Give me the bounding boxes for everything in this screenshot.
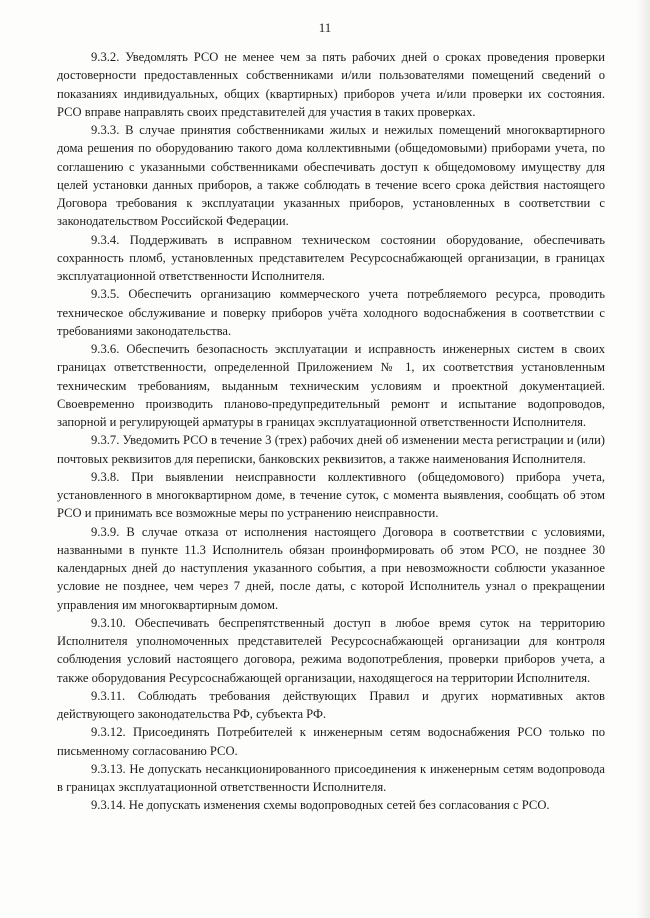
page-number: 11: [318, 20, 332, 35]
clause-9-3-7: 9.3.7. Уведомить РСО в течение 3 (трех) рабочих дней об изменении места регистрации и (или) почтовых реквизитов для переписки, банковских реквизитов, а также наименования Исполнителя.: [57, 433, 605, 466]
clause-9-3-10: 9.3.10. Обеспечивать беспрепятственный доступ в любое время суток на территорию Исполнителя уполномоченных представителей Ресурсоснабжающей организации для контроля соблюдения условий настоящего договора, режима водопотребления, проверки приборов учета, а также оборудования Ресурсоснабжающей организации, находящегося на территории Исполнителя.: [57, 615, 605, 685]
clause-9-3-9: 9.3.9. В случае отказа от исполнения настоящего Договора в соответствии с условиями, названными в пункте 11.3 Исполнитель обязан проинформировать об этом РСО, не позднее 30 календарных дней до наступления указанного события, а при невозможности соблюсти указанное условие не позднее, чем через 7 дней, после даты, с которой Исполнитель узнал о прекращении управления им многоквартирным домом.: [57, 524, 605, 612]
clause-9-3-4: 9.3.4. Поддерживать в исправном техническом состоянии оборудование, обеспечивать сохранность пломб, установленных представителем Ресурсоснабжающей организации, в границах эксплуатационной ответственности Исполнителя.: [57, 232, 605, 283]
clause-9-3-14: 9.3.14. Не допускать изменения схемы водопроводных сетей без согласования с РСО.: [91, 798, 550, 813]
clause-9-3-12: 9.3.12. Присоединять Потребителей к инженерным сетям водоснабжения РСО только по письменному согласованию РСО.: [57, 725, 605, 758]
clause-9-3-6: 9.3.6. Обеспечить безопасность эксплуатации и исправность инженерных систем в своих границах ответственности, определенной Приложением № 1, их соответствия установленным техническим требованиям, выданным техническим условиям и проектной документацией. Своевременно производить планово-предупредительный ремонт и испытание водопроводов, запорной и регулирующей арматуры в границах эксплуатационной ответственности Исполнителя.: [57, 342, 605, 429]
clause-9-3-2: 9.3.2. Уведомлять РСО не менее чем за пять рабочих дней о сроках проведения проверки достоверности предоставленных собственниками и/или пользователями помещений сведений о показаниях индивидуальных, общих (квартирных) приборов учета и/или проверки их состояния. РСО вправе направлять своих представителей для участия в таких проверках.: [57, 50, 605, 119]
page-edge-shadow: [636, 0, 650, 918]
clause-9-3-8: 9.3.8. При выявлении неисправности коллективного (общедомового) прибора учета, установленного в многоквартирном доме, в течение суток, с момента выявления, сообщать об этом РСО и принимать все возможные меры по устранению неисправности.: [57, 469, 605, 521]
clause-9-3-13: 9.3.13. Не допускать несанкционированного присоединения к инженерным сетям водопровода в границах эксплуатационной ответственности Исполнителя.: [57, 761, 605, 794]
clause-9-3-3: 9.3.3. В случае принятия собственниками жилых и нежилых помещений многоквартирного дома решения по оборудованию такого дома коллективными (общедомовыми) приборами учета, по соглашению с указанными собственниками обеспечивать доступ к общедомовому имуществу для целей установки данных приборов, а также соблюдать в течение всего срока действия настоящего Договора требования к эксплуатации указанных приборов, установленных в соответствии с законодательством Российской Федерации.: [57, 123, 605, 229]
clause-9-3-5: 9.3.5. Обеспечить организацию коммерческого учета потребляемого ресурса, проводить техническое обслуживание и поверку приборов учёта холодного водоснабжения в соответствии с требованиями законодательства.: [57, 287, 605, 338]
document-body: [57, 48, 605, 815]
clause-9-3-11: 9.3.11. Соблюдать требования действующих Правил и других нормативных актов действующего законодательства РФ, субъекта РФ.: [57, 688, 605, 721]
